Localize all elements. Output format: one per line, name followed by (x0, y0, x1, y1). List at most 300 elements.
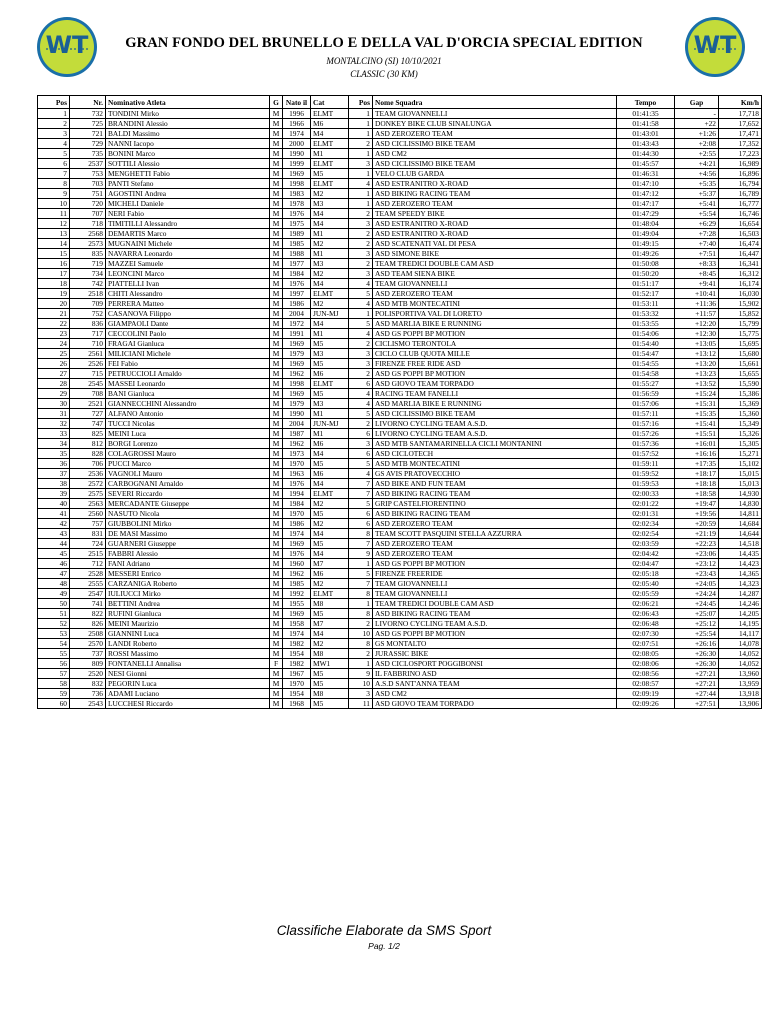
cell-born: 1974 (283, 129, 311, 139)
table-row (38, 179, 762, 189)
cell-gap: +15:24 (675, 389, 719, 399)
cell-cat: M2 (311, 299, 349, 309)
cell-gender: M (270, 609, 283, 619)
table-row (38, 639, 762, 649)
cell-bib: 712 (70, 559, 106, 569)
cell-pos: 24 (38, 339, 70, 349)
cell-gap: +27:21 (675, 669, 719, 679)
cell-cat: M1 (311, 249, 349, 259)
cell-gender: M (270, 409, 283, 419)
cell-gap: +20:59 (675, 519, 719, 529)
cell-cat: M2 (311, 499, 349, 509)
cell-gender: M (270, 329, 283, 339)
cell-team: ASD CM2 (373, 689, 617, 699)
cell-cat-pos: 2 (349, 259, 373, 269)
cell-speed: 16,474 (719, 239, 762, 249)
cell-born: 1985 (283, 579, 311, 589)
cell-pos: 50 (38, 599, 70, 609)
cell-gender: M (270, 539, 283, 549)
cell-born: 1988 (283, 249, 311, 259)
cell-born: 1958 (283, 619, 311, 629)
cell-cat-pos: 10 (349, 679, 373, 689)
cell-cat: M8 (311, 649, 349, 659)
cell-gap: +23:12 (675, 559, 719, 569)
cell-bib: 2560 (70, 509, 106, 519)
table-row (38, 359, 762, 369)
cell-gender: M (270, 619, 283, 629)
cell-athlete: NERI Fabio (106, 209, 270, 219)
cell-gender: M (270, 199, 283, 209)
cell-gap: +8:33 (675, 259, 719, 269)
cell-gap: +19:56 (675, 509, 719, 519)
cell-time: 02:08:05 (617, 649, 675, 659)
cell-cat-pos: 7 (349, 539, 373, 549)
cell-bib: 715 (70, 369, 106, 379)
table-row (38, 699, 762, 709)
cell-gender: M (270, 119, 283, 129)
cell-bib: 741 (70, 599, 106, 609)
cell-gender: M (270, 389, 283, 399)
results-body (38, 109, 762, 709)
cell-gender: M (270, 209, 283, 219)
cell-pos: 32 (38, 419, 70, 429)
cell-gender: M (270, 169, 283, 179)
table-row (38, 209, 762, 219)
cell-born: 1998 (283, 379, 311, 389)
cell-gap: +5:41 (675, 199, 719, 209)
cell-born: 1984 (283, 499, 311, 509)
cell-team: POLISPORTIVA VAL DI LORETO (373, 309, 617, 319)
cell-pos: 46 (38, 559, 70, 569)
cell-cat-pos: 4 (349, 469, 373, 479)
cell-athlete: GIANNECCHINI Alessandro (106, 399, 270, 409)
cell-time: 02:01:31 (617, 509, 675, 519)
cell-born: 1982 (283, 639, 311, 649)
cell-cat: M4 (311, 209, 349, 219)
cell-cat: M5 (311, 169, 349, 179)
cell-cat: M7 (311, 559, 349, 569)
cell-team: ASD ZEROZERO TEAM (373, 199, 617, 209)
cell-time: 01:59:11 (617, 459, 675, 469)
cell-gender: M (270, 139, 283, 149)
cell-cat: ELMT (311, 489, 349, 499)
cell-cat: M7 (311, 619, 349, 629)
cell-pos: 51 (38, 609, 70, 619)
cell-gender: M (270, 579, 283, 589)
cell-gender: M (270, 499, 283, 509)
cell-gap: +5:35 (675, 179, 719, 189)
cell-athlete: BRANDINI Alessio (106, 119, 270, 129)
cell-athlete: PIATTELLI Ivan (106, 279, 270, 289)
cell-born: 1970 (283, 509, 311, 519)
cell-gender: M (270, 459, 283, 469)
cell-athlete: SEVERI Riccardo (106, 489, 270, 499)
cell-bib: 828 (70, 449, 106, 459)
cell-born: 1969 (283, 169, 311, 179)
cell-speed: 14,052 (719, 659, 762, 669)
cell-pos: 58 (38, 679, 70, 689)
cell-cat: M5 (311, 679, 349, 689)
cell-time: 02:03:59 (617, 539, 675, 549)
cell-gap: +26:16 (675, 639, 719, 649)
cell-time: 01:49:04 (617, 229, 675, 239)
cell-team: ASD GIOVO TEAM TORPADO (373, 379, 617, 389)
table-row (38, 169, 762, 179)
cell-speed: 13,918 (719, 689, 762, 699)
cell-gender: M (270, 439, 283, 449)
cell-speed: 17,718 (719, 109, 762, 119)
cell-time: 02:06:43 (617, 609, 675, 619)
cell-time: 01:47:12 (617, 189, 675, 199)
cell-gap: +17:35 (675, 459, 719, 469)
cell-athlete: CECCOLINI Paolo (106, 329, 270, 339)
cell-athlete: RUFINI Gianluca (106, 609, 270, 619)
cell-team: ASD MTB SANTAMARINELLA CICLI MONTANINI (373, 439, 617, 449)
cell-speed: 14,811 (719, 509, 762, 519)
cell-bib: 747 (70, 419, 106, 429)
cell-gap: +2:55 (675, 149, 719, 159)
table-row (38, 519, 762, 529)
cell-cat-pos: 4 (349, 179, 373, 189)
cell-gender: M (270, 229, 283, 239)
col-header-cat-pos: Pos (349, 96, 373, 109)
cell-pos: 21 (38, 309, 70, 319)
cell-athlete: BANI Gianluca (106, 389, 270, 399)
cell-bib: 2526 (70, 359, 106, 369)
cell-cat: M8 (311, 599, 349, 609)
cell-bib: 735 (70, 149, 106, 159)
cell-gap: +25:12 (675, 619, 719, 629)
cell-born: 1969 (283, 539, 311, 549)
table-row (38, 609, 762, 619)
cell-team: ASD MTB MONTECATINI (373, 459, 617, 469)
cell-born: 1955 (283, 599, 311, 609)
cell-athlete: FANI Adriano (106, 559, 270, 569)
cell-gap: +22:23 (675, 539, 719, 549)
cell-athlete: MASSEI Leonardo (106, 379, 270, 389)
cell-gender: M (270, 529, 283, 539)
cell-born: 1970 (283, 679, 311, 689)
cell-athlete: MENGHETTI Fabio (106, 169, 270, 179)
cell-cat-pos: 3 (349, 689, 373, 699)
cell-cat-pos: 3 (349, 249, 373, 259)
cell-time: 01:54:40 (617, 339, 675, 349)
cell-bib: 707 (70, 209, 106, 219)
cell-team: ASD MTB MONTECATINI (373, 299, 617, 309)
table-row (38, 459, 762, 469)
cell-pos: 45 (38, 549, 70, 559)
cell-time: 02:04:42 (617, 549, 675, 559)
cell-pos: 26 (38, 359, 70, 369)
cell-time: 01:53:32 (617, 309, 675, 319)
cell-gender: M (270, 129, 283, 139)
table-row (38, 529, 762, 539)
cell-born: 1954 (283, 689, 311, 699)
cell-born: 1982 (283, 659, 311, 669)
cell-cat: M2 (311, 639, 349, 649)
cell-athlete: TIMITILLI Alessandro (106, 219, 270, 229)
cell-cat-pos: 2 (349, 419, 373, 429)
cell-born: 1985 (283, 239, 311, 249)
cell-speed: 14,365 (719, 569, 762, 579)
cell-cat-pos: 3 (349, 359, 373, 369)
cell-speed: 13,906 (719, 699, 762, 709)
cell-pos: 22 (38, 319, 70, 329)
cell-cat-pos: 2 (349, 209, 373, 219)
table-row (38, 159, 762, 169)
cell-gap: +18:58 (675, 489, 719, 499)
cell-gap: +15:31 (675, 399, 719, 409)
cell-pos: 38 (38, 479, 70, 489)
cell-pos: 4 (38, 139, 70, 149)
cell-bib: 2572 (70, 479, 106, 489)
cell-bib: 757 (70, 519, 106, 529)
cell-cat: M5 (311, 459, 349, 469)
cell-athlete: TUCCI Nicolas (106, 419, 270, 429)
results-header-row (38, 96, 762, 109)
cell-athlete: MAZZEI Samuele (106, 259, 270, 269)
cell-team: TEAM SCOTT PASQUINI STELLA AZZURRA (373, 529, 617, 539)
cell-speed: 16,777 (719, 199, 762, 209)
cell-born: 1994 (283, 489, 311, 499)
cell-athlete: FEI Fabio (106, 359, 270, 369)
cell-pos: 11 (38, 209, 70, 219)
cell-pos: 49 (38, 589, 70, 599)
cell-bib: 737 (70, 649, 106, 659)
cell-time: 01:54:47 (617, 349, 675, 359)
cell-cat: M5 (311, 509, 349, 519)
cell-gap: +23:43 (675, 569, 719, 579)
cell-cat: ELMT (311, 109, 349, 119)
cell-speed: 14,518 (719, 539, 762, 549)
cell-team: VELO CLUB GARDA (373, 169, 617, 179)
cell-time: 01:47:10 (617, 179, 675, 189)
cell-gap: +15:41 (675, 419, 719, 429)
cell-speed: 16,746 (719, 209, 762, 219)
cell-team: ASD ZEROZERO TEAM (373, 539, 617, 549)
table-row (38, 559, 762, 569)
cell-team: ASD ESTRANITRO X-ROAD (373, 179, 617, 189)
table-row (38, 449, 762, 459)
cell-speed: 14,052 (719, 649, 762, 659)
cell-gender: M (270, 639, 283, 649)
cell-born: 1977 (283, 259, 311, 269)
cell-time: 01:57:11 (617, 409, 675, 419)
cell-born: 1999 (283, 159, 311, 169)
table-row (38, 579, 762, 589)
cell-time: 01:55:27 (617, 379, 675, 389)
cell-gap: +1:26 (675, 129, 719, 139)
cell-bib: 2575 (70, 489, 106, 499)
cell-gap: +27:21 (675, 679, 719, 689)
cell-time: 02:08:06 (617, 659, 675, 669)
cell-cat: ELMT (311, 139, 349, 149)
cell-bib: 727 (70, 409, 106, 419)
cell-born: 1976 (283, 279, 311, 289)
table-row (38, 189, 762, 199)
cell-gap: +13:52 (675, 379, 719, 389)
event-location-date: MONTALCINO (SI) 10/10/2021 (326, 56, 442, 66)
cell-born: 1973 (283, 449, 311, 459)
cell-time: 01:49:15 (617, 239, 675, 249)
cell-speed: 13,960 (719, 669, 762, 679)
table-row (38, 589, 762, 599)
cell-speed: 14,930 (719, 489, 762, 499)
cell-cat-pos: 2 (349, 229, 373, 239)
cell-pos: 18 (38, 279, 70, 289)
cell-athlete: CARBOGNANI Arnaldo (106, 479, 270, 489)
cell-team: ASD TEAM SIENA BIKE (373, 269, 617, 279)
cell-time: 01:43:01 (617, 129, 675, 139)
cell-team: TEAM TREDICI DOUBLE CAM ASD (373, 599, 617, 609)
cell-bib: 2545 (70, 379, 106, 389)
cell-speed: 15,369 (719, 399, 762, 409)
cell-speed: 14,205 (719, 609, 762, 619)
cell-speed: 16,896 (719, 169, 762, 179)
table-row (38, 599, 762, 609)
cell-bib: 752 (70, 309, 106, 319)
cell-bib: 2528 (70, 569, 106, 579)
cell-bib: 2537 (70, 159, 106, 169)
cell-gap: +25:54 (675, 629, 719, 639)
table-row (38, 219, 762, 229)
cell-gap: +11:57 (675, 309, 719, 319)
cell-cat-pos: 1 (349, 559, 373, 569)
cell-speed: 14,684 (719, 519, 762, 529)
cell-bib: 809 (70, 659, 106, 669)
cell-born: 1963 (283, 469, 311, 479)
cell-time: 02:06:21 (617, 599, 675, 609)
cell-pos: 42 (38, 519, 70, 529)
cell-cat-pos: 1 (349, 149, 373, 159)
cell-cat-pos: 5 (349, 569, 373, 579)
cell-born: 1986 (283, 519, 311, 529)
cell-athlete: PEGORIN Luca (106, 679, 270, 689)
cell-cat: M2 (311, 519, 349, 529)
cell-pos: 8 (38, 179, 70, 189)
cell-time: 01:54:58 (617, 369, 675, 379)
cell-team: GRIP CASTELFIORENTINO (373, 499, 617, 509)
cell-pos: 19 (38, 289, 70, 299)
cell-team: IL FABBRINO ASD (373, 669, 617, 679)
cell-speed: 15,775 (719, 329, 762, 339)
cell-time: 02:07:51 (617, 639, 675, 649)
cell-speed: 14,323 (719, 579, 762, 589)
cell-gender: M (270, 359, 283, 369)
cell-gender: M (270, 279, 283, 289)
cell-pos: 52 (38, 619, 70, 629)
cell-cat: M5 (311, 669, 349, 679)
cell-gender: M (270, 429, 283, 439)
cell-cat-pos: 1 (349, 119, 373, 129)
cell-bib: 753 (70, 169, 106, 179)
table-row (38, 439, 762, 449)
cell-cat: MW1 (311, 659, 349, 669)
cell-born: 1970 (283, 459, 311, 469)
cell-time: 02:04:47 (617, 559, 675, 569)
cell-cat: M2 (311, 579, 349, 589)
cell-team: RACING TEAM FANELLI (373, 389, 617, 399)
cell-time: 02:05:59 (617, 589, 675, 599)
cell-bib: 729 (70, 139, 106, 149)
cell-cat: M5 (311, 339, 349, 349)
cell-time: 01:50:20 (617, 269, 675, 279)
table-row (38, 239, 762, 249)
cell-pos: 17 (38, 269, 70, 279)
table-row (38, 389, 762, 399)
table-row (38, 539, 762, 549)
table-row (38, 129, 762, 139)
cell-team: ASD CICLOTECH (373, 449, 617, 459)
cell-gender: M (270, 149, 283, 159)
cell-cat: ELMT (311, 379, 349, 389)
cell-athlete: SOTTILI Alessio (106, 159, 270, 169)
cell-cat-pos: 9 (349, 549, 373, 559)
cell-cat-pos: 7 (349, 479, 373, 489)
table-row (38, 199, 762, 209)
cell-cat-pos: 7 (349, 579, 373, 589)
footer-credit: Classifiche Elaborate da SMS Sport (276, 923, 492, 938)
cell-time: 02:05:40 (617, 579, 675, 589)
cell-athlete: NANNI Iacopo (106, 139, 270, 149)
cell-gender: M (270, 379, 283, 389)
cell-team: ASD ESTRANITRO X-ROAD (373, 219, 617, 229)
cell-pos: 28 (38, 379, 70, 389)
cell-cat-pos: 2 (349, 339, 373, 349)
cell-athlete: MESSERI Enrico (106, 569, 270, 579)
cell-pos: 53 (38, 629, 70, 639)
cell-gender: M (270, 369, 283, 379)
cell-pos: 29 (38, 389, 70, 399)
table-row (38, 279, 762, 289)
cell-athlete: CARZANIGA Roberto (106, 579, 270, 589)
cell-born: 1989 (283, 229, 311, 239)
cell-speed: 15,590 (719, 379, 762, 389)
table-row (38, 419, 762, 429)
cell-team: ASD ZEROZERO TEAM (373, 289, 617, 299)
cell-bib: 2521 (70, 399, 106, 409)
cell-bib: 812 (70, 439, 106, 449)
cell-pos: 15 (38, 249, 70, 259)
cell-time: 01:59:52 (617, 469, 675, 479)
cell-gap: +18:18 (675, 479, 719, 489)
cell-gender: M (270, 249, 283, 259)
cell-athlete: CHITI Alessandro (106, 289, 270, 299)
table-row (38, 269, 762, 279)
cell-cat: M4 (311, 629, 349, 639)
cell-speed: 16,794 (719, 179, 762, 189)
cell-born: 1962 (283, 439, 311, 449)
cell-bib: 710 (70, 339, 106, 349)
table-row (38, 649, 762, 659)
cell-cat: M2 (311, 189, 349, 199)
cell-cat-pos: 2 (349, 139, 373, 149)
cell-speed: 15,695 (719, 339, 762, 349)
table-row (38, 349, 762, 359)
cell-team: TEAM GIOVANNELLI (373, 109, 617, 119)
cell-time: 01:52:17 (617, 289, 675, 299)
cell-athlete: ADAMI Luciano (106, 689, 270, 699)
cell-athlete: MERCADANTE Giuseppe (106, 499, 270, 509)
cell-gender: M (270, 699, 283, 709)
cell-speed: 16,503 (719, 229, 762, 239)
cell-cat-pos: 4 (349, 399, 373, 409)
cell-pos: 35 (38, 449, 70, 459)
page-number: Pag. 1/2 (368, 941, 400, 951)
cell-gap: +15:35 (675, 409, 719, 419)
cell-speed: 15,852 (719, 309, 762, 319)
cell-cat-pos: 2 (349, 649, 373, 659)
